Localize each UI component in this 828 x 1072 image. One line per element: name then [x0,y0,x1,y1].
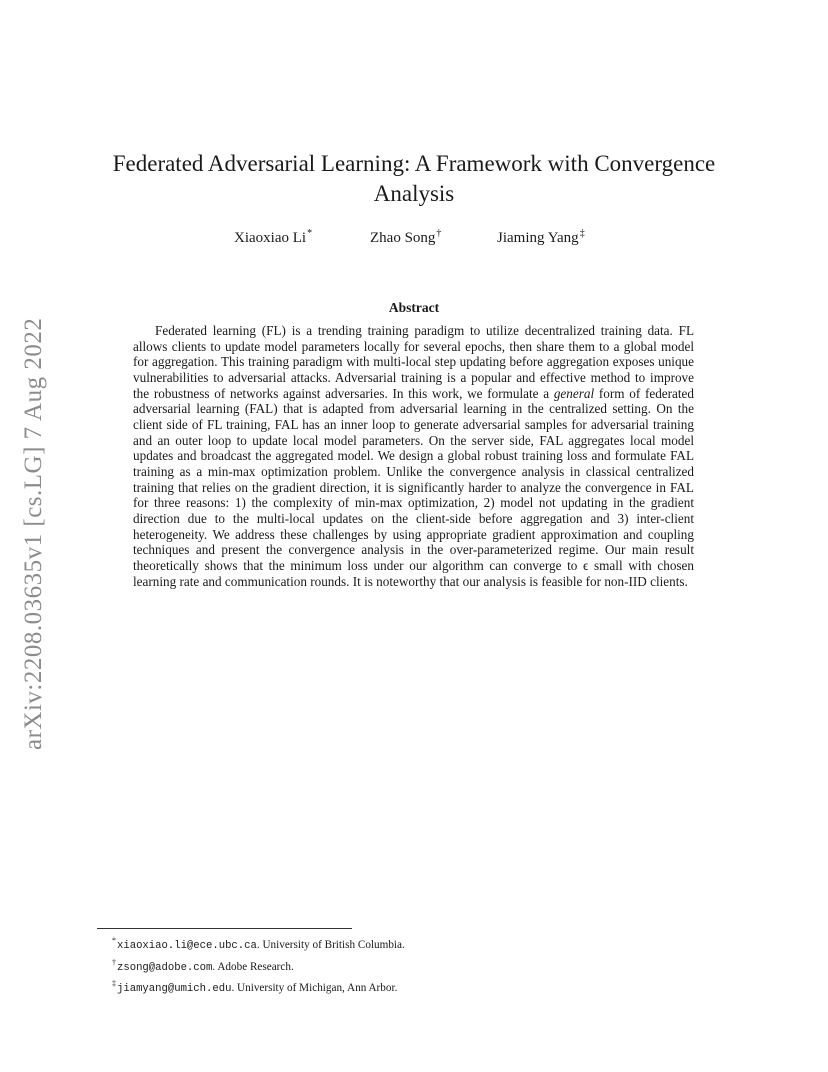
author-list [0,228,828,250]
abstract-emphasis: general [553,385,595,401]
footnote-divider [97,928,352,929]
footnote-affiliation: . University of Michigan, Ann Arbor. [231,982,398,994]
author-1 [234,228,312,247]
email-link[interactable]: jiamyang@umich.edu [117,983,232,995]
author-name: Jiaming Yang [497,230,579,246]
abstract-text-part-1: Federated learning (FL) is a trending training paradigm to utilize decentralized training data. FL allows clients to update model parameters locally for several epochs, then share them to a global model for aggregation. This training paradigm with multi-local step updating before aggregation exposes unique vulnerabilities to adversarial attacks. Adversarial training is a popular and effective method to improve the robustness of networks against adversaries. In this work, we formulate a [133,323,694,401]
email-link[interactable]: zsong@adobe.com [117,961,213,974]
footnotes [112,933,712,998]
email-link[interactable]: xiaoxiao.li@ece.ubc.ca [117,940,257,952]
author-name: Xiaoxiao Li [234,230,307,246]
footnote-mark: † [112,957,116,967]
author-footnote-mark: † [436,228,442,239]
footnote-affiliation: . Adobe Research. [212,960,294,973]
footnote-affiliation: . University of British Columbia. [256,939,405,951]
author-name: Zhao Song [370,230,436,246]
abstract-body [133,323,694,589]
footnote-mark: * [112,936,116,945]
abstract-heading: Abstract [388,300,440,315]
author-3 [497,228,585,247]
abstract-text-part-2: form of federated adversarial learning (FAL) that is adapted from adversarial learning in the centralized setting. On the client side of FL training, FAL has an inner loop to generate adversarial samples for adversarial training and an outer loop to update local model parameters. On the server side, FAL aggregates local model updates and broadcast the aggregated model. We design a global robust training loss and formulate FAL training as a min-max optimization problem. Unlike the convergence analysis in classical centralized training that relies on the gradient direction, it is significantly harder to analyze the convergence in FAL for three reasons: 1) the complexity of min-max optimization, 2) model not updating in the gradient direction due to the multi-local updates on the client-side before aggregation and 3) inter-client heterogeneity. We address these challenges by using appropriate gradient approximation and coupling techniques and present the convergence analysis in the over-parameterized regime. Our main result theoretically shows that the minimum loss under our algorithm can converge to ϵ small with chosen learning rate and communication rounds. It is noteworthy that our analysis is feasible for non-IID clients. [133,385,694,589]
footnote-3 [112,976,712,998]
footnote-mark: ‡ [112,979,116,988]
footnote-1 [112,933,712,955]
author-2 [370,228,441,247]
paper-title: Federated Adversarial Learning: A Framework with Convergence Analysis [112,151,716,206]
footnote-2 [112,955,712,977]
arxiv-identifier-stamp: arXiv:2208.03635v1 [cs.LG] 7 Aug 2022 [20,317,47,750]
author-footnote-mark: ‡ [579,228,585,239]
author-footnote-mark: * [307,228,313,239]
